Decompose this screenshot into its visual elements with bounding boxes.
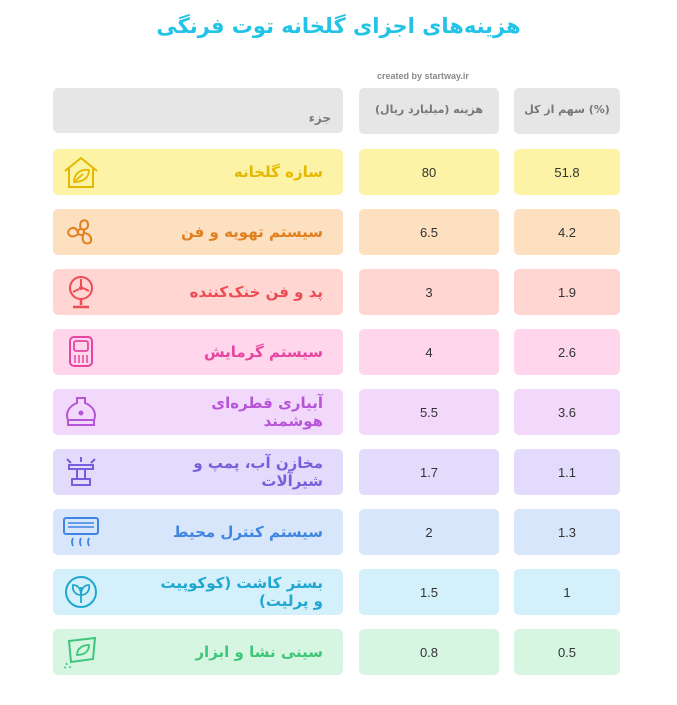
humidifier-icon	[61, 393, 101, 431]
component-name: مخازن آب، پمپ و شیرآلات	[193, 454, 323, 490]
row-component-cell	[53, 209, 343, 255]
component-name: سازه گلخانه	[233, 163, 323, 181]
header-cost-label: هزینه (میلیارد ریال)	[375, 102, 484, 116]
row-component-cell	[53, 569, 343, 615]
header-component	[53, 88, 343, 133]
share-value: 4.2	[514, 209, 620, 255]
cost-value: 1.7	[359, 449, 499, 495]
row-component-cell	[53, 509, 343, 555]
component-name: آبیاری قطره‌ای هوشمند	[211, 394, 323, 430]
header-share-label: (%) سهم از کل	[524, 102, 610, 116]
cooling-fan-icon	[61, 273, 101, 311]
component-name: سیستم کنترل محیط	[172, 523, 323, 541]
share-value: 1.3	[514, 509, 620, 555]
cost-value: 3	[359, 269, 499, 315]
component-name: سیستم تهویه و فن	[180, 223, 323, 241]
component-name: سیستم گرمایش	[203, 343, 323, 361]
row-component-cell	[53, 449, 343, 495]
heater-icon	[61, 333, 101, 371]
share-value: 1.1	[514, 449, 620, 495]
header-cost	[359, 88, 499, 134]
plant-leaves-icon	[61, 573, 101, 611]
component-name: پد و فن خنک‌کننده	[189, 283, 323, 301]
cost-value: 6.5	[359, 209, 499, 255]
cost-value: 1.5	[359, 569, 499, 615]
share-value: 2.6	[514, 329, 620, 375]
component-name: بستر کاشت (کوکوپیت و پرلیت)	[160, 574, 323, 610]
row-component-cell	[53, 269, 343, 315]
fan-icon	[61, 213, 101, 251]
share-value: 1	[514, 569, 620, 615]
credit-text: created by startway.ir	[377, 71, 469, 81]
row-component-cell	[53, 629, 343, 675]
share-value: 3.6	[514, 389, 620, 435]
header-share	[514, 88, 620, 134]
greenhouse-leaf-icon	[61, 153, 101, 191]
row-component-cell	[53, 329, 343, 375]
share-value: 0.5	[514, 629, 620, 675]
cost-value: 2	[359, 509, 499, 555]
share-value: 51.8	[514, 149, 620, 195]
seedling-tray-icon	[61, 633, 101, 671]
cost-value: 4	[359, 329, 499, 375]
cost-value: 80	[359, 149, 499, 195]
row-component-cell	[53, 149, 343, 195]
water-pump-icon	[61, 453, 101, 491]
cost-value: 5.5	[359, 389, 499, 435]
component-name: سینی نشا و ابزار	[195, 643, 323, 661]
row-component-cell	[53, 389, 343, 435]
header-component-label: جزء	[308, 110, 331, 125]
share-value: 1.9	[514, 269, 620, 315]
air-conditioner-icon	[61, 513, 101, 551]
cost-value: 0.8	[359, 629, 499, 675]
chart-title: هزینه‌های اجزای گلخانه توت فرنگی	[156, 14, 521, 38]
